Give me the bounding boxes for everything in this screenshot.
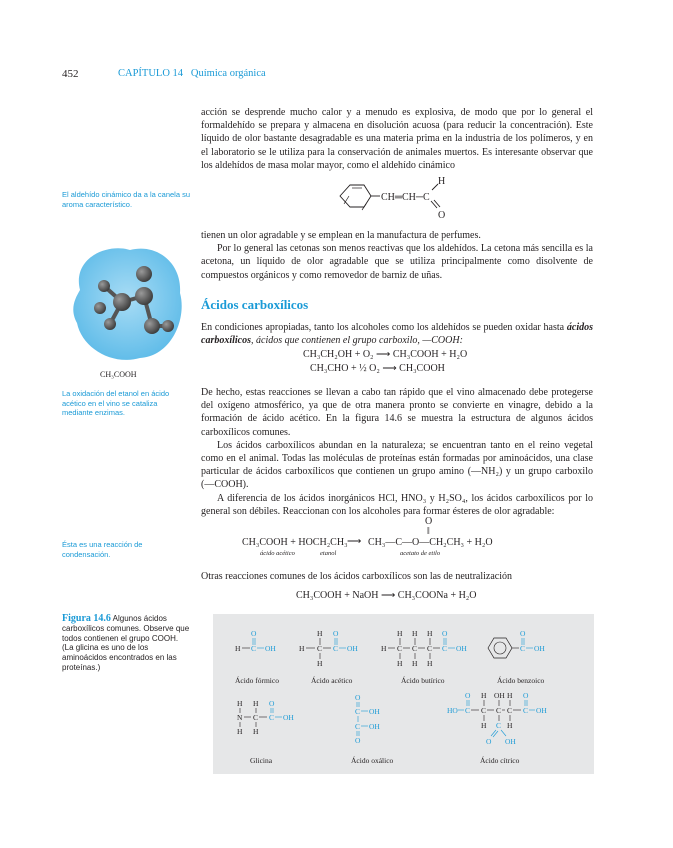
svg-text:O: O: [486, 737, 492, 746]
figure-caption-text: Algunos ácidos carboxílicos comunes. Observe que todos contienen el grupo COOH. (La glicina es uno de los aminoácidos encontrados en las proteínas.): [62, 614, 190, 672]
p1-start: En condiciones apropiadas, tanto los alcoholes como los aldehídos se pueden oxidar hasta: [201, 322, 565, 333]
svg-text:H: H: [397, 659, 403, 668]
ketones-paragraph: [201, 229, 593, 282]
svg-text:H: H: [481, 691, 487, 700]
svg-text:H: H: [427, 629, 433, 638]
p4-text: A diferencia de los ácidos inorgánicos HCl, HNO₃ y H₂SO₄, los ácidos carboxílicos por lo general son débiles. Reaccionan con los alcoholes para formar ésteres de olor agradable:: [201, 492, 593, 517]
svg-text:OH: OH: [494, 691, 505, 700]
svg-text:C: C: [442, 644, 448, 653]
ester-oxygen: O: [425, 516, 433, 527]
chapter-title: Química orgánica: [190, 68, 266, 79]
molecule-label: CH₃COOH: [100, 370, 137, 379]
svg-text:H: H: [381, 644, 387, 653]
svg-text:O: O: [523, 691, 529, 700]
svg-text:C: C: [412, 644, 418, 653]
svg-text:H: H: [317, 629, 323, 638]
equation-ethanol: CH₃CH₂OH + O₂ ⟶ CH₃COOH + H₂O: [303, 349, 468, 360]
svg-text:C: C: [496, 721, 502, 730]
sidenote-condensation: Ésta es una reacción de condensación.: [62, 540, 143, 559]
compound-name-benzoic: Ácido benzoico: [497, 676, 545, 685]
section-paragraph-5: [201, 570, 593, 583]
svg-text:C: C: [465, 706, 471, 715]
label-ethanol: etanol: [320, 550, 337, 557]
svg-text:N: N: [237, 713, 243, 722]
equation-acetaldehyde: CH₃CHO + ½ O₂ ⟶ CH₃COOH: [310, 363, 445, 374]
p2-text: De hecho, estas reacciones se llevan a cabo tan rápido que el vino almacenado debe protegerse del oxígeno atmosférico, ya que de otra manera pronto se convierte en vinagre, debido a la formación de ácido acético. En la figura 14.6 se muestra la estructura de algunos ácidos carboxílicos comunes.: [201, 387, 593, 438]
after-structure-text: tienen un olor agradable y se emplean en la manufactura de perfumes.: [201, 230, 481, 241]
svg-text:H: H: [412, 659, 418, 668]
svg-text:H: H: [237, 699, 243, 708]
svg-text:OH: OH: [456, 644, 467, 653]
svg-text:H: H: [235, 644, 241, 653]
p1-italic: , ácidos que contienen el grupo carboxilo, —COOH:: [251, 335, 463, 347]
citric-acid-structure: [447, 691, 547, 746]
svg-text:OH: OH: [283, 713, 294, 722]
svg-text:OH: OH: [369, 722, 380, 731]
svg-text:H: H: [427, 659, 433, 668]
svg-text:C: C: [269, 713, 275, 722]
svg-text:O: O: [269, 699, 275, 708]
ketones-text: Por lo general las cetonas son menos reactivas que los aldehídos. La cetona más sencilla es la acetona, un líquido de olor agradable que se utiliza principalmente como disolvente de compuestos orgánicos y como removedor de barniz de uñas.: [201, 243, 593, 281]
compound-name-formic: Ácido fórmico: [235, 676, 279, 685]
svg-text:H: H: [507, 691, 513, 700]
intro-paragraph: [201, 106, 593, 172]
svg-text:C: C: [427, 644, 433, 653]
svg-text:OH: OH: [505, 737, 516, 746]
svg-text:O: O: [355, 693, 361, 702]
svg-text:C: C: [251, 644, 257, 653]
compound-name-oxalic: Ácido oxálico: [351, 756, 394, 765]
svg-text:O: O: [355, 736, 361, 745]
svg-text:OH: OH: [534, 644, 545, 653]
cinnamaldehyde-structure: [330, 176, 460, 220]
svg-text:O: O: [520, 629, 526, 638]
sidenote-cinnamic: El aldehído cinámico da a la canela su aroma característico.: [62, 190, 190, 209]
svg-text:H: H: [253, 699, 259, 708]
svg-text:H: H: [237, 727, 243, 736]
svg-text:H: H: [299, 644, 305, 653]
figure-label: Figura 14.6: [62, 613, 111, 624]
formic-acid-structure: [235, 629, 276, 653]
acetic-acid-model: [62, 238, 192, 368]
cinnamaldehyde-h: H: [438, 176, 446, 187]
section-paragraph-1: [201, 321, 593, 347]
cinnamaldehyde-o: O: [438, 210, 446, 220]
glycine-structure: [237, 699, 294, 736]
svg-text:C: C: [253, 713, 259, 722]
svg-text:C: C: [496, 706, 502, 715]
svg-text:C: C: [355, 707, 361, 716]
p3-text: Los ácidos carboxílicos abundan en la naturaleza; se encuentran tanto en el reino vegetal como en el animal. Todas las moléculas de proteínas están formadas por aminoácidos, una clase particular de ácidos carboxílicos que contienen un grupo amino (—NH₂) y un grupo carboxilo (—COOH).: [201, 439, 593, 491]
svg-text:H: H: [481, 721, 487, 730]
svg-text:C: C: [520, 644, 526, 653]
cinnamaldehyde-chain: CH═CH─C: [381, 192, 430, 203]
p1-term: ácidos carboxílicos: [201, 322, 593, 347]
svg-text:O: O: [333, 629, 339, 638]
acetic-acid-structure: [299, 629, 358, 668]
svg-text:OH: OH: [369, 707, 380, 716]
svg-text:C: C: [397, 644, 403, 653]
figure-caption: [62, 614, 190, 673]
section-title: Ácidos carboxílicos: [201, 297, 309, 312]
svg-text:O: O: [251, 629, 257, 638]
svg-text:H: H: [507, 721, 513, 730]
svg-text:O: O: [465, 691, 471, 700]
sidenote-oxidation: La oxidación del etanol en ácido acético en el vino se cataliza mediante enzimas.: [62, 389, 170, 417]
compound-name-citric: Ácido cítrico: [480, 756, 520, 765]
ester-left: CH₃COOH + HOCH₂CH₃: [242, 537, 348, 548]
figure-panel: [213, 614, 594, 774]
svg-text:H: H: [317, 659, 323, 668]
svg-text:H: H: [397, 629, 403, 638]
oxalic-acid-structure: [355, 693, 380, 745]
svg-text:H: H: [412, 629, 418, 638]
svg-text:C: C: [317, 644, 323, 653]
compound-name-butyric: Ácido butírico: [401, 676, 445, 685]
svg-text:HO: HO: [447, 706, 458, 715]
equation-neutralization: CH₃COOH + NaOH ⟶ CH₃COONa + H₂O: [296, 590, 477, 601]
ester-right: CH₃—C—O—CH₂CH₃ + H₂O: [368, 537, 493, 548]
svg-text:C: C: [523, 706, 529, 715]
svg-text:C: C: [507, 706, 513, 715]
label-acetic: ácido acético: [260, 550, 295, 557]
svg-text:C: C: [333, 644, 339, 653]
p5-text: Otras reacciones comunes de los ácidos carboxílicos son las de neutralización: [201, 571, 513, 582]
section-paragraphs: [201, 386, 593, 518]
ester-double-bond: ‖: [427, 526, 430, 537]
label-ester: acetato de etilo: [400, 550, 441, 557]
svg-text:C: C: [355, 722, 361, 731]
compound-name-acetic: Ácido acético: [311, 676, 353, 685]
chapter-number: CAPÍTULO 14: [118, 68, 184, 79]
butyric-acid-structure: [381, 629, 467, 668]
svg-text:H: H: [253, 727, 259, 736]
ester-arrow: ⟶: [347, 536, 362, 547]
svg-text:O: O: [442, 629, 448, 638]
page-number: 452: [62, 68, 79, 80]
compound-name-glycine: Glicina: [250, 756, 273, 765]
benzoic-acid-structure: [488, 629, 545, 658]
svg-text:OH: OH: [347, 644, 358, 653]
svg-text:OH: OH: [536, 706, 547, 715]
svg-text:OH: OH: [265, 644, 276, 653]
chapter-heading: [118, 68, 266, 79]
intro-text: acción se desprende mucho calor y a menudo es explosiva, de modo que por lo general el formaldehído se prepara y almacena en disolución acuosa (para reducir la concentración). Este líquido de olor bastante desagradable es una materia prima en la industria de los polímeros, y en el laboratorio se le utiliza para la conservación de animales muertos. Es interesante observar que los aldehídos de masa molar mayor, como el aldehído cinámico: [201, 107, 593, 171]
svg-text:C: C: [481, 706, 487, 715]
